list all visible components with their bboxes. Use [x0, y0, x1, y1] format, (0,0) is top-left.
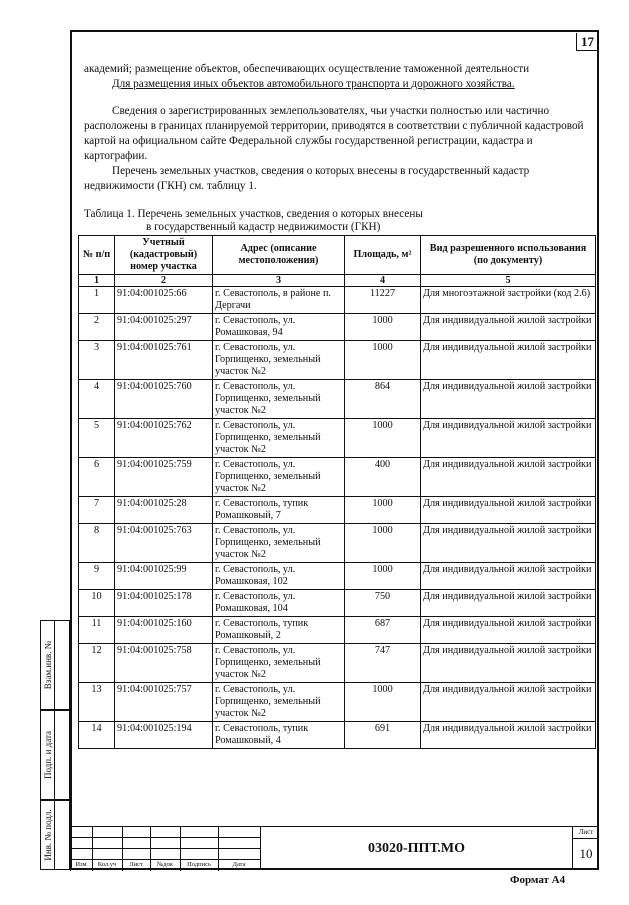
- table-caption-line2: в государственный кадастр недвижимости (ГКН): [146, 221, 381, 233]
- cell-num: 4: [79, 380, 115, 419]
- cell-address: г. Севастополь, ул. Ромашковая, 104: [213, 590, 345, 617]
- colnum: 4: [345, 275, 421, 287]
- table-row: [79, 287, 596, 314]
- table-row: [79, 419, 596, 458]
- cell-area: 1000: [345, 683, 421, 722]
- cell-address: г. Севастополь, ул. Ромашковая, 102: [213, 563, 345, 590]
- table-row: [79, 524, 596, 563]
- cell-num: 13: [79, 683, 115, 722]
- header-address: Адрес (описание местоположения): [213, 236, 345, 275]
- strip-cell-replaced: [40, 620, 70, 710]
- paragraph-4: Перечень земельных участков, сведения о которых внесены в государственный кадастр недвижимости (ГКН) см. таблицу 1.: [84, 165, 530, 192]
- table-caption-line1: Таблица 1. Перечень земельных участков, сведения о которых внесены: [84, 208, 423, 220]
- cell-use: Для индивидуальной жилой застройки: [421, 644, 596, 683]
- cell-area: 1000: [345, 314, 421, 341]
- cell-num: 14: [79, 722, 115, 749]
- title-block: [70, 826, 599, 870]
- cell-cadastral: 91:04:001025:99: [115, 563, 213, 590]
- cell-num: 11: [79, 617, 115, 644]
- table-row: [79, 380, 596, 419]
- cell-cadastral: 91:04:001025:160: [115, 617, 213, 644]
- colnum: 5: [421, 275, 596, 287]
- cell-use: Для многоэтажной застройки (код 2.6): [421, 287, 596, 314]
- cell-cadastral: 91:04:001025:28: [115, 497, 213, 524]
- page-number-top: 17: [576, 33, 598, 51]
- cell-use: Для индивидуальной жилой застройки: [421, 458, 596, 497]
- table-row: [79, 563, 596, 590]
- cell-cadastral: 91:04:001025:757: [115, 683, 213, 722]
- cell-address: г. Севастополь, тупик Ромашковый, 7: [213, 497, 345, 524]
- cell-num: 8: [79, 524, 115, 563]
- cell-cadastral: 91:04:001025:297: [115, 314, 213, 341]
- table-row: [79, 341, 596, 380]
- cell-address: г. Севастополь, ул. Горпищенко, земельный участок №2: [213, 683, 345, 722]
- header-area: Площадь, м²: [345, 236, 421, 275]
- table-row: [79, 458, 596, 497]
- colnum: 3: [213, 275, 345, 287]
- cell-cadastral: 91:04:001025:66: [115, 287, 213, 314]
- strip-cell-original: [40, 800, 70, 870]
- cell-cadastral: 91:04:001025:758: [115, 644, 213, 683]
- cell-area: 691: [345, 722, 421, 749]
- table-caption: [84, 208, 423, 234]
- cell-num: 3: [79, 341, 115, 380]
- cell-address: г. Севастополь, ул. Горпищенко, земельный участок №2: [213, 380, 345, 419]
- cell-area: 747: [345, 644, 421, 683]
- colnum: 2: [115, 275, 213, 287]
- format-label: Формат А4: [510, 874, 566, 886]
- cell-area: 1000: [345, 524, 421, 563]
- cell-area: 1000: [345, 341, 421, 380]
- cell-num: 9: [79, 563, 115, 590]
- strip-label: Инв. № подл.: [42, 809, 53, 861]
- sheet-number: 10: [579, 846, 593, 861]
- stamp-col-label: Изм: [75, 861, 87, 868]
- cell-num: 5: [79, 419, 115, 458]
- cell-area: 750: [345, 590, 421, 617]
- cell-address: г. Севастополь, ул. Ромашковая, 94: [213, 314, 345, 341]
- cell-use: Для индивидуальной жилой застройки: [421, 590, 596, 617]
- body-text: [84, 62, 584, 194]
- cell-area: 687: [345, 617, 421, 644]
- paragraph-2: Для размещения иных объектов автомобильного транспорта и дорожного хозяйства.: [112, 78, 515, 90]
- stamp-col-label: Кол.уч: [97, 861, 117, 868]
- stamp-col-label: №док: [157, 861, 173, 868]
- cell-area: 11227: [345, 287, 421, 314]
- table-row: [79, 722, 596, 749]
- cell-use: Для индивидуальной жилой застройки: [421, 419, 596, 458]
- cell-address: г. Севастополь, ул. Горпищенко, земельный участок №2: [213, 419, 345, 458]
- left-strip: [40, 620, 70, 870]
- table-colnum-row: [79, 275, 596, 287]
- cell-use: Для индивидуальной жилой застройки: [421, 341, 596, 380]
- cell-use: Для индивидуальной жилой застройки: [421, 497, 596, 524]
- cell-use: Для индивидуальной жилой застройки: [421, 380, 596, 419]
- cell-use: Для индивидуальной жилой застройки: [421, 314, 596, 341]
- strip-label: Подп. и дата: [42, 730, 53, 780]
- cell-num: 12: [79, 644, 115, 683]
- cell-address: г. Севастополь, ул. Горпищенко, земельный участок №2: [213, 458, 345, 497]
- document-code: 03020-ППТ.МО: [260, 826, 572, 870]
- cell-use: Для индивидуальной жилой застройки: [421, 722, 596, 749]
- cell-num: 1: [79, 287, 115, 314]
- cell-address: г. Севастополь, тупик Ромашковый, 2: [213, 617, 345, 644]
- stamp-col-label: Подпись: [187, 861, 211, 868]
- cell-cadastral: 91:04:001025:178: [115, 590, 213, 617]
- stamp-col-label: Дата: [232, 861, 246, 868]
- cell-num: 10: [79, 590, 115, 617]
- strip-label: Взам.инв. №: [42, 640, 53, 690]
- paragraph-3: Сведения о зарегистрированных землепользователях, чьи участки полностью или частично расположены в границах планируемой территории, приводятся в соответствии с публичной кадастровой картой на официальном сайте Федеральной службы государственной регистрации, кадастра и картографии.: [84, 105, 584, 162]
- cell-address: г. Севастополь, ул. Горпищенко, земельный участок №2: [213, 644, 345, 683]
- cell-use: Для индивидуальной жилой застройки: [421, 563, 596, 590]
- strip-cell-signdate: [40, 710, 70, 800]
- table-row: [79, 314, 596, 341]
- cell-use: Для индивидуальной жилой застройки: [421, 683, 596, 722]
- cell-address: г. Севастополь, ул. Горпищенко, земельный участок №2: [213, 341, 345, 380]
- header-cadastral: Учетный (кадастровый) номер участка: [115, 236, 213, 275]
- cell-area: 1000: [345, 563, 421, 590]
- table-header-row: [79, 236, 596, 275]
- header-use: Вид разрешенного использования (по документу): [421, 236, 596, 275]
- cell-num: 6: [79, 458, 115, 497]
- table-row: [79, 617, 596, 644]
- cell-num: 2: [79, 314, 115, 341]
- cell-area: 400: [345, 458, 421, 497]
- cell-cadastral: 91:04:001025:762: [115, 419, 213, 458]
- cell-use: Для индивидуальной жилой застройки: [421, 524, 596, 563]
- cell-use: Для индивидуальной жилой застройки: [421, 617, 596, 644]
- table-row: [79, 590, 596, 617]
- cell-address: г. Севастополь, в районе п. Дергачи: [213, 287, 345, 314]
- cell-area: 1000: [345, 419, 421, 458]
- cell-address: г. Севастополь, ул. Горпищенко, земельный участок №2: [213, 524, 345, 563]
- cell-cadastral: 91:04:001025:763: [115, 524, 213, 563]
- table-row: [79, 683, 596, 722]
- sheet-box: [572, 826, 599, 870]
- cell-num: 7: [79, 497, 115, 524]
- cell-area: 864: [345, 380, 421, 419]
- header-num: № п/п: [79, 236, 115, 275]
- cell-cadastral: 91:04:001025:760: [115, 380, 213, 419]
- cell-cadastral: 91:04:001025:194: [115, 722, 213, 749]
- table-row: [79, 644, 596, 683]
- sheet-label: Лист: [573, 827, 599, 839]
- stamp-labels: [70, 859, 260, 870]
- parcels-table: [78, 235, 596, 749]
- colnum: 1: [79, 275, 115, 287]
- cell-cadastral: 91:04:001025:761: [115, 341, 213, 380]
- table-row: [79, 497, 596, 524]
- paragraph-1: академий; размещение объектов, обеспечивающих осуществление таможенной деятельности: [84, 63, 530, 75]
- cell-area: 1000: [345, 497, 421, 524]
- stamp-col-label: Лист: [129, 861, 143, 868]
- cell-cadastral: 91:04:001025:759: [115, 458, 213, 497]
- cell-address: г. Севастополь, тупик Ромашковый, 4: [213, 722, 345, 749]
